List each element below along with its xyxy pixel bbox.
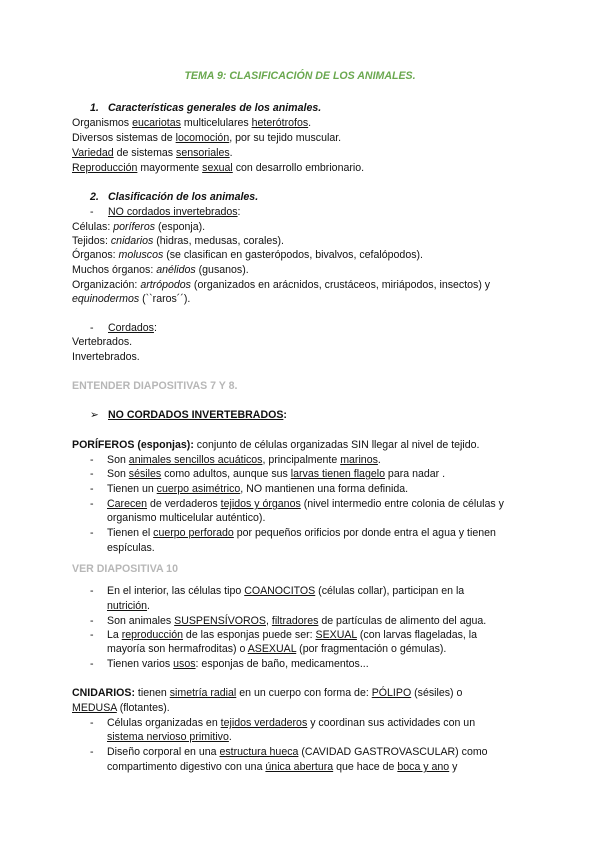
no-cordados-subheading: NO cordados invertebrados:	[108, 206, 241, 218]
sec2-line-organos: Órganos: moluscos (se clasifican en gasterópodos, bivalvos, cefalópodos).	[72, 249, 423, 261]
cnidarios-intro-cont: MEDUSA (flotantes).	[72, 702, 170, 714]
section-2-heading: Clasificación de los animales.	[108, 191, 259, 203]
sec2-line-equinodermos: equinodermos (``raros´´).	[72, 293, 191, 305]
dash-bullet: -	[90, 468, 94, 480]
poriferos-intro: PORÍFEROS (esponjas): conjunto de células organizadas SIN llegar al nivel de tejido.	[72, 439, 480, 451]
poriferos2-bullet-3-cont: mayoría son hermafroditas) o ASEXUAL (por fragmentación o gémulas).	[107, 643, 447, 655]
dash-bullet: -	[90, 498, 94, 510]
sec1-line-4: Reproducción mayormente sexual con desarrollo embrionario.	[72, 162, 365, 174]
ver-diapositiva-note: VER DIAPOSITIVA 10	[72, 563, 178, 575]
section-2-number: 2.	[90, 191, 99, 203]
dash-bullet: -	[90, 585, 94, 597]
dash-bullet: -	[90, 615, 94, 627]
poriferos-bullet-4-cont: organismo multicelular auténtico).	[107, 512, 266, 524]
dash-bullet: -	[90, 206, 94, 218]
poriferos2-bullet-4: Tienen varios usos: esponjas de baño, medicamentos...	[107, 658, 369, 670]
cnidarios-bullet-2: Diseño corporal en una estructura hueca (CAVIDAD GASTROVASCULAR) como	[107, 746, 488, 758]
cnidarios-bullet-1: Células organizadas en tejidos verdaderos y coordinan sus actividades con un	[107, 717, 476, 729]
dash-bullet: -	[90, 527, 94, 539]
cnidarios-bullet-1-cont: sistema nervioso primitivo.	[107, 731, 232, 743]
invertebrados-line: Invertebrados.	[72, 351, 140, 363]
page-title: TEMA 9: CLASIFICACIÓN DE LOS ANIMALES.	[184, 70, 416, 82]
poriferos2-bullet-2: Son animales SUSPENSÍVOROS, filtradores de partículas de alimento del agua.	[107, 615, 487, 627]
cordados-subheading: Cordados:	[108, 322, 157, 334]
sec2-line-muchos-organos: Muchos órganos: anélidos (gusanos).	[72, 264, 249, 276]
poriferos-bullet-5-cont: espículas.	[107, 542, 155, 554]
sec2-line-celulas: Células: poríferos (esponja).	[72, 221, 206, 233]
vertebrados-line: Vertebrados.	[72, 336, 133, 348]
sec1-line-2: Diversos sistemas de locomoción, por su tejido muscular.	[72, 132, 342, 144]
dash-bullet: -	[90, 454, 94, 466]
dash-bullet: -	[90, 322, 94, 334]
cnidarios-intro: CNIDARIOS: tienen simetría radial en un cuerpo con forma de: PÓLIPO (sésiles) o	[72, 687, 463, 699]
sec1-line-1: Organismos eucariotas multicelulares heterótrofos.	[72, 117, 312, 129]
sec1-line-3: Variedad de sistemas sensoriales.	[72, 147, 233, 159]
no-cordados-heading: NO CORDADOS INVERTEBRADOS:	[108, 409, 287, 421]
dash-bullet: -	[90, 658, 94, 670]
poriferos2-bullet-1: En el interior, las células tipo COANOCITOS (células collar), participan en la	[107, 585, 465, 597]
poriferos-bullet-3: Tienen un cuerpo asimétrico, NO mantienen una forma definida.	[107, 483, 409, 495]
poriferos-bullet-2: Son sésiles como adultos, aunque sus larvas tienen flagelo para nadar .	[107, 468, 446, 480]
dash-bullet: -	[90, 717, 94, 729]
sec2-line-organizacion: Organización: artrópodos (organizados en arácnidos, crustáceos, miriápodos, insectos) y	[72, 279, 491, 291]
cnidarios-bullet-2-cont: compartimento digestivo con una única abertura que hace de boca y ano y	[107, 761, 458, 773]
poriferos-bullet-1: Son animales sencillos acuáticos, principalmente marinos.	[107, 454, 381, 466]
dash-bullet: -	[90, 483, 94, 495]
entender-note: ENTENDER DIAPOSITIVAS 7 Y 8.	[72, 380, 238, 392]
poriferos2-bullet-3: La reproducción de las esponjas puede ser: SEXUAL (con larvas flageladas, la	[107, 629, 478, 641]
section-1-number: 1.	[90, 102, 99, 114]
poriferos-bullet-5: Tienen el cuerpo perforado por pequeños orificios por donde entra el agua y tienen	[107, 527, 496, 539]
poriferos2-bullet-1-cont: nutrición.	[107, 600, 150, 612]
dash-bullet: -	[90, 629, 94, 641]
sec2-line-tejidos: Tejidos: cnidarios (hidras, medusas, corales).	[72, 235, 284, 247]
section-1-heading: Características generales de los animales.	[108, 102, 322, 114]
dash-bullet: -	[90, 746, 94, 758]
poriferos-bullet-4: Carecen de verdaderos tejidos y órganos (nivel intermedio entre colonia de células y	[107, 498, 504, 510]
arrow-bullet-icon: ➢	[90, 409, 99, 421]
